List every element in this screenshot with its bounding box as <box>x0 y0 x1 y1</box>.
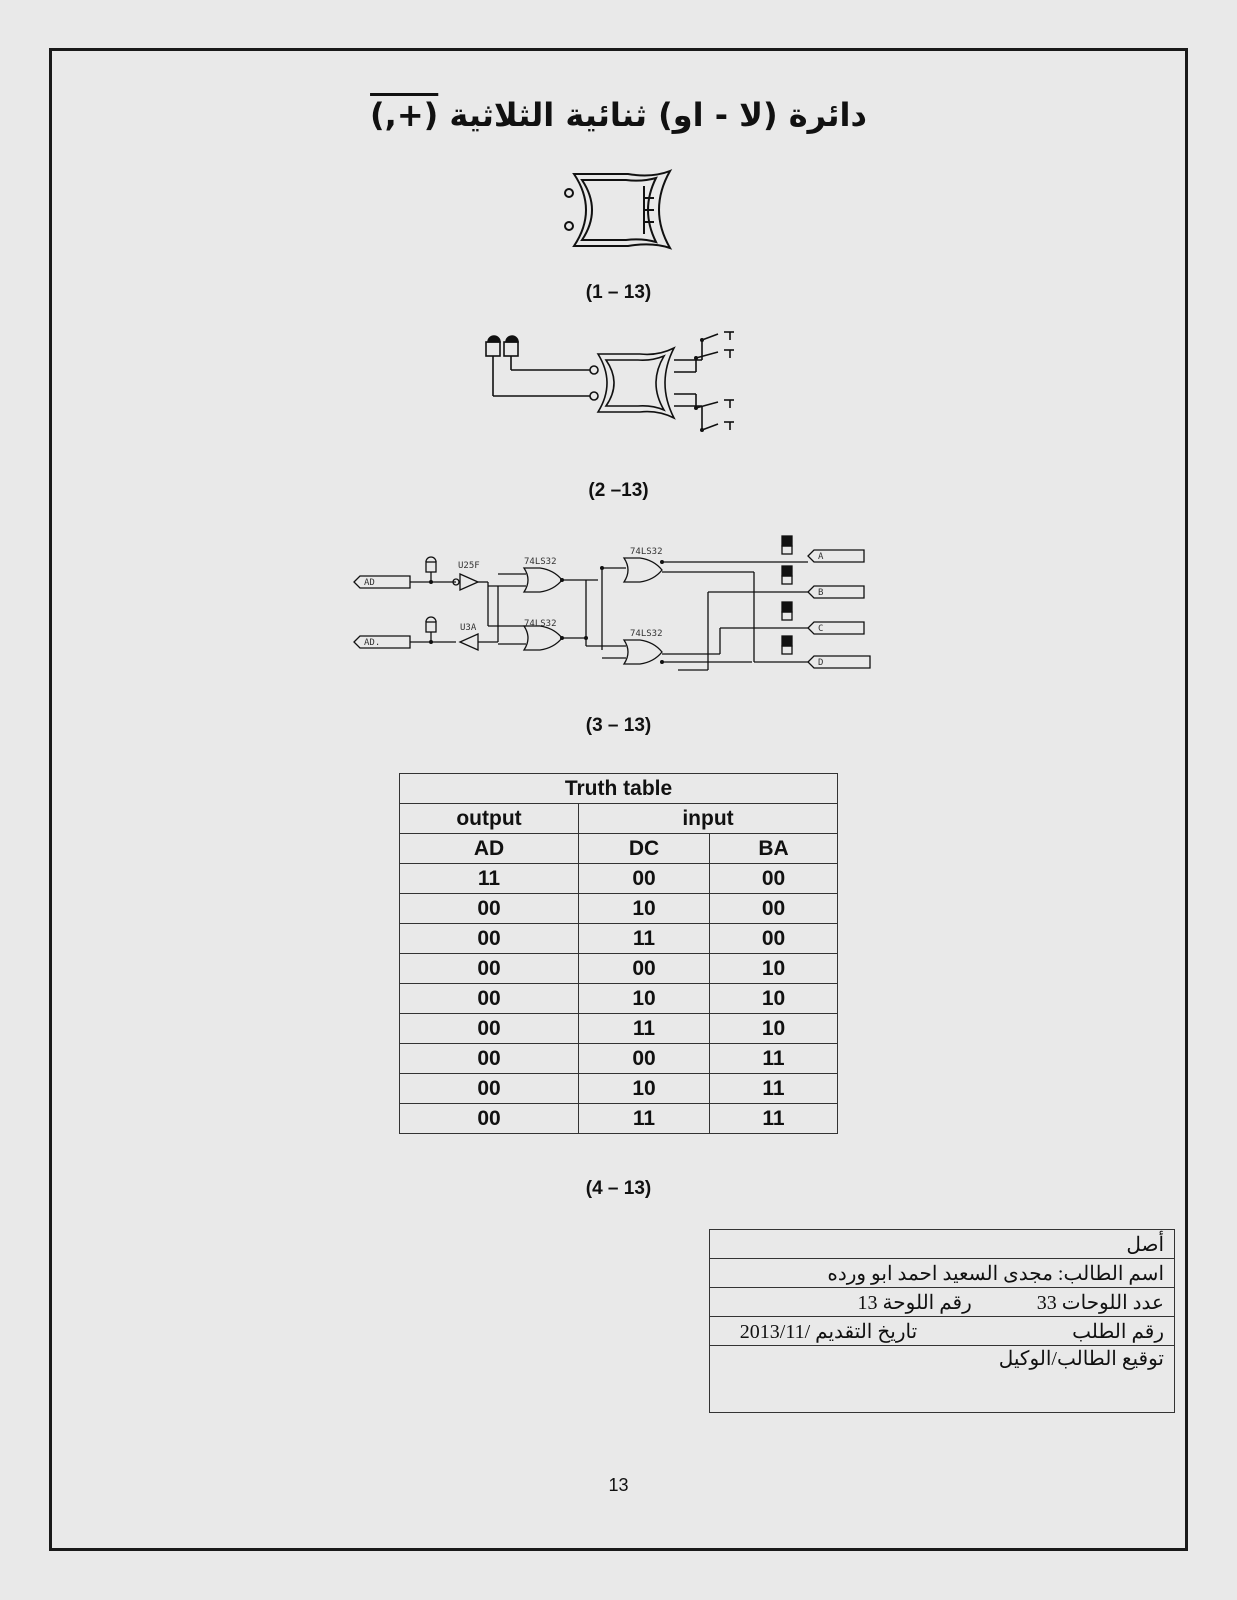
table-row <box>400 984 838 1014</box>
table-row <box>400 924 838 954</box>
table-cell: 11 <box>579 1104 710 1134</box>
table-row <box>400 954 838 984</box>
group-output-header: output <box>400 804 579 834</box>
info-submit-date: تاريخ التقديم /2013/11 <box>739 1320 918 1343</box>
info-boards-row <box>710 1288 1175 1317</box>
table-cell: 10 <box>710 954 838 984</box>
table-cell: 11 <box>710 1074 838 1104</box>
figure-3-schematic <box>348 528 893 688</box>
column-header: BA <box>710 834 838 864</box>
table-cell: 10 <box>710 984 838 1014</box>
table-cell: 11 <box>579 924 710 954</box>
info-signature: توقيع الطالب/الوكيل <box>710 1346 1175 1413</box>
info-request-row <box>710 1317 1175 1346</box>
table-cell: 11 <box>710 1044 838 1074</box>
student-info-box <box>709 1229 1175 1413</box>
label-chip-1: 74LS32 <box>524 557 557 567</box>
label-chip-3: 74LS32 <box>630 547 663 557</box>
table-cell: 00 <box>400 984 579 1014</box>
table-cell: 00 <box>400 924 579 954</box>
table-cell: 00 <box>400 954 579 984</box>
table-row <box>400 864 838 894</box>
page-title: دائرة (لا - او) ثنائية الثلاثية (+,) <box>370 96 867 134</box>
label-out-c: C <box>818 624 824 634</box>
table-cell: 11 <box>710 1104 838 1134</box>
table-cell: 10 <box>579 1074 710 1104</box>
label-u3a: U3A <box>460 623 477 633</box>
truth-table-caption: Truth table <box>400 774 838 804</box>
group-input-header: input <box>579 804 838 834</box>
figure-2-caption: (2 –13) <box>588 480 649 501</box>
table-cell: 00 <box>400 1044 579 1074</box>
label-chip-4: 74LS32 <box>630 629 663 639</box>
table-row <box>400 1104 838 1134</box>
label-chip-2: 74LS32 <box>524 619 557 629</box>
table-cell: 10 <box>579 984 710 1014</box>
table-cell: 00 <box>400 894 579 924</box>
label-in-ad2: AD. <box>364 638 381 648</box>
info-student-name: اسم الطالب: مجدى السعيد احمد ابو ورده <box>710 1259 1175 1288</box>
table-cell: 00 <box>579 954 710 984</box>
info-request-number: رقم الطلب <box>1072 1320 1164 1343</box>
label-out-a: A <box>818 552 824 562</box>
info-board-number: رقم اللوحة 13 <box>857 1291 972 1314</box>
table-cell: 00 <box>710 924 838 954</box>
table-cell: 11 <box>400 864 579 894</box>
label-out-d: D <box>818 658 824 668</box>
table-cell: 00 <box>400 1014 579 1044</box>
figure-2-circuit <box>480 330 760 450</box>
table-row <box>400 894 838 924</box>
table-cell: 00 <box>579 864 710 894</box>
figure-4-caption: (4 – 13) <box>585 1178 652 1199</box>
table-row <box>400 1044 838 1074</box>
truth-table <box>399 773 838 1134</box>
table-cell: 10 <box>579 894 710 924</box>
column-header: AD <box>400 834 579 864</box>
table-cell: 00 <box>710 894 838 924</box>
table-cell: 00 <box>579 1044 710 1074</box>
figure-3-caption: (3 – 13) <box>585 715 652 736</box>
label-out-b: B <box>818 588 824 598</box>
table-cell: 11 <box>579 1014 710 1044</box>
info-boards-count: عدد اللوحات 33 <box>1036 1291 1164 1314</box>
title-symbol: (+,) <box>370 96 439 134</box>
table-cell: 00 <box>400 1074 579 1104</box>
page-number: 13 <box>608 1475 629 1495</box>
label-u25f: U25F <box>458 561 480 571</box>
info-original: أصل <box>710 1230 1175 1259</box>
column-header: DC <box>579 834 710 864</box>
table-row <box>400 1014 838 1044</box>
table-cell: 10 <box>710 1014 838 1044</box>
table-row <box>400 1074 838 1104</box>
table-cell: 00 <box>710 864 838 894</box>
figure-1-caption: (1 – 13) <box>585 282 652 303</box>
table-cell: 00 <box>400 1104 579 1134</box>
figure-1-gate-symbol <box>560 168 680 252</box>
label-in-ad: AD <box>364 578 375 588</box>
